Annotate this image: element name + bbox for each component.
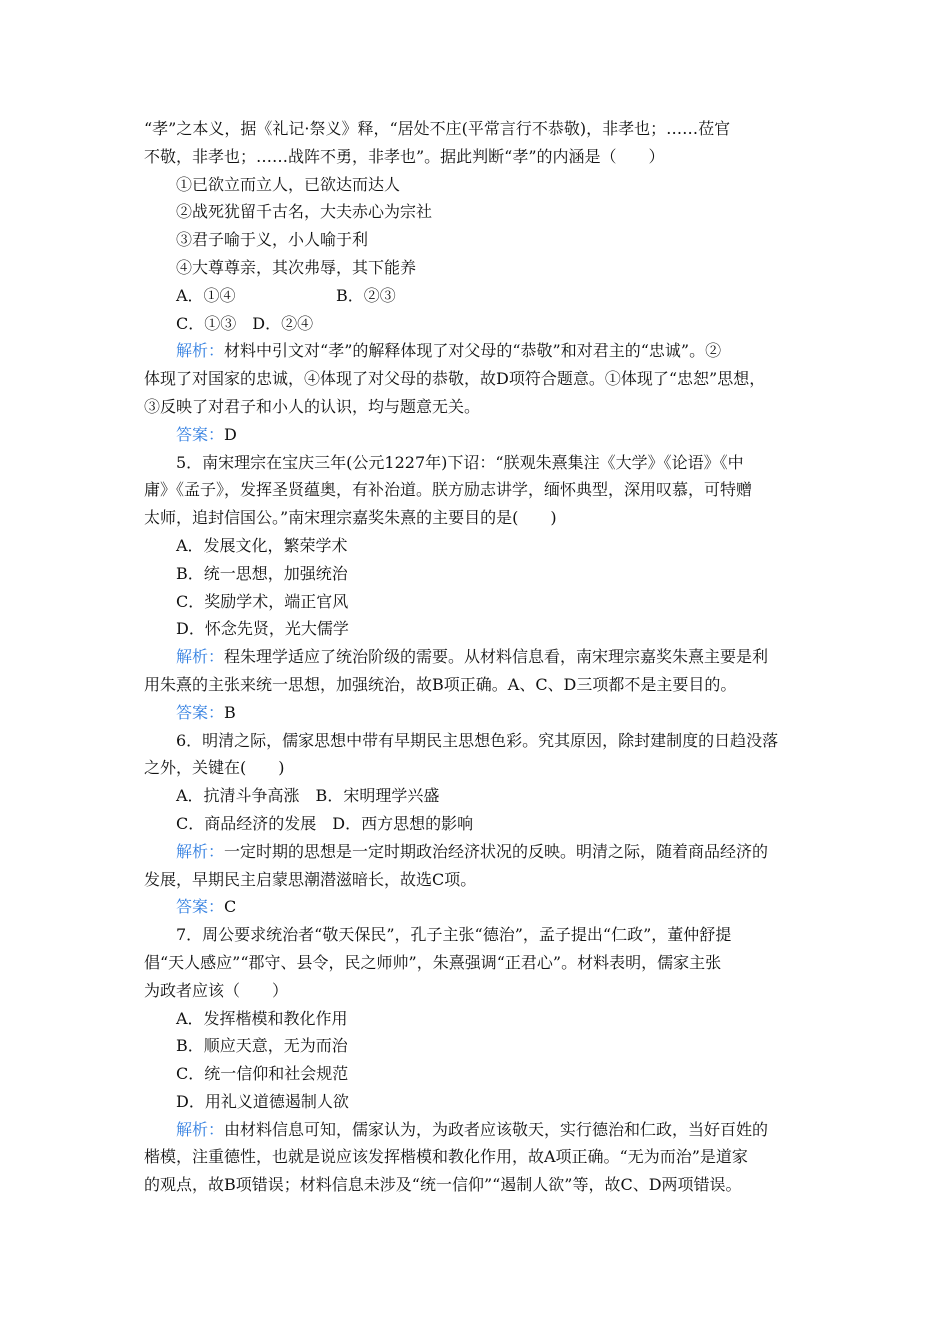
analysis-line: 用朱熹的主张来统一思想，加强统治，故B项正确。A、C、D三项都不是主要目的。 bbox=[144, 674, 737, 694]
answer-value: D bbox=[224, 424, 237, 444]
answer-label: 答案： bbox=[176, 897, 225, 917]
options-row: C．商品经济的发展 D．西方思想的影响 bbox=[176, 813, 474, 833]
analysis-label: 解析： bbox=[176, 647, 225, 667]
option-a: A．发挥楷模和教化作用 bbox=[176, 1008, 348, 1028]
question-5 bbox=[144, 449, 814, 727]
answer-value: C bbox=[224, 897, 237, 917]
analysis-label: 解析： bbox=[176, 1119, 225, 1139]
question-stem-line: 6．明清之际，儒家思想中带有早期民主思想色彩。究其原因，除封建制度的日趋没落 bbox=[176, 730, 779, 750]
answer-line bbox=[144, 893, 814, 921]
option-a: A．发展文化，繁荣学术 bbox=[176, 535, 348, 555]
analysis-line bbox=[144, 337, 814, 365]
options-row bbox=[144, 282, 814, 310]
question-7 bbox=[144, 921, 814, 1199]
quote-item: ①已欲立而立人，已欲达而达人 bbox=[176, 174, 401, 194]
analysis-line: 体现了对国家的忠诚，④体现了对父母的恭敬，故D项符合题意。①体现了“忠恕”思想， bbox=[144, 369, 766, 389]
analysis-line bbox=[144, 838, 814, 866]
analysis-label: 解析： bbox=[176, 841, 225, 861]
analysis-text: 材料中引文对“孝”的解释体现了对父母的“恭敬”和对君主的“忠诚”。② bbox=[224, 341, 722, 361]
question-stem-line: 5．南宋理宗在宝庆三年(公元1227年)下诏：“朕观朱熹集注《大学》《论语》《中 bbox=[176, 452, 744, 472]
option-c: C．奖励学术，端正官风 bbox=[176, 591, 349, 611]
answer-value: B bbox=[224, 702, 236, 722]
quote-item: ②战死犹留千古名，大夫赤心为宗社 bbox=[176, 202, 433, 222]
analysis-line: 的观点，故B项错误；材料信息未涉及“统一信仰”“遏制人欲”等，故C、D两项错误。 bbox=[144, 1175, 742, 1195]
option-b: B．顺应天意，无为而治 bbox=[176, 1036, 348, 1056]
analysis-text: 一定时期的思想是一定时期政治经济状况的反映。明清之际，随着商品经济的 bbox=[224, 841, 769, 861]
analysis-line: 楷模，注重德性，也就是说应该发挥楷模和教化作用，故A项正确。“无为而治”是道家 bbox=[144, 1147, 748, 1167]
answer-line bbox=[144, 421, 814, 449]
answer-line bbox=[144, 699, 814, 727]
option-b: B．统一思想，加强统治 bbox=[176, 563, 348, 583]
analysis-line bbox=[144, 1116, 814, 1144]
question-stem-line: 7．周公要求统治者“敬天保民”，孔子主张“德治”，孟子提出“仁政”，董仲舒提 bbox=[176, 925, 732, 945]
question-4 bbox=[144, 115, 814, 449]
options-row: C．①③ D．②④ bbox=[176, 313, 314, 333]
quote-item: ④大尊尊亲，其次弗辱，其下能养 bbox=[176, 257, 417, 277]
question-stem-line: 庸》《孟子》，发挥圣贤蕴奥，有补治道。朕方励志讲学，缅怀典型，深用叹慕，可特赠 bbox=[144, 480, 753, 500]
option-d: D．怀念先贤，光大儒学 bbox=[176, 619, 349, 639]
analysis-line bbox=[144, 643, 814, 671]
document-page bbox=[144, 115, 814, 1199]
option-d: D．用礼义道德遏制人欲 bbox=[176, 1091, 349, 1111]
analysis-text: 由材料信息可知，儒家认为，为政者应该敬天，实行德治和仁政，当好百姓的 bbox=[224, 1119, 769, 1139]
quote-item: ③君子喻于义，小人喻于利 bbox=[176, 230, 369, 250]
question-stem-line: 不敬，非孝也；……战阵不勇，非孝也”。据此判断“孝”的内涵是（ ） bbox=[144, 146, 665, 166]
analysis-label: 解析： bbox=[176, 341, 225, 361]
analysis-text: 程朱理学适应了统治阶级的需要。从材料信息看，南宋理宗嘉奖朱熹主要是利 bbox=[224, 647, 769, 667]
question-stem-line: 倡“天人感应”“郡守、县令，民之师帅”，朱熹强调“正君心”。材料表明，儒家主张 bbox=[144, 952, 722, 972]
question-stem-line: 之外，关键在( ) bbox=[144, 758, 285, 778]
options-row: A．抗清斗争高涨 B．宋明理学兴盛 bbox=[176, 786, 440, 806]
question-stem-line: “孝”之本义，据《礼记·祭义》释，“居处不庄(平常言行不恭敬)，非孝也；……莅官 bbox=[144, 119, 731, 138]
answer-label: 答案： bbox=[176, 424, 225, 444]
question-stem-line: 太师，追封信国公。”南宋理宗嘉奖朱熹的主要目的是( ) bbox=[144, 508, 557, 528]
option-c: C．统一信仰和社会规范 bbox=[176, 1064, 349, 1084]
answer-label: 答案： bbox=[176, 702, 225, 722]
question-stem-line: 为政者应该（ ） bbox=[144, 980, 289, 1000]
analysis-line: 发展，早期民主启蒙思潮潜滋暗长，故选C项。 bbox=[144, 869, 477, 889]
question-6 bbox=[144, 727, 814, 922]
option-b: B．②③ bbox=[336, 285, 396, 305]
option-a: A．①④ bbox=[176, 285, 236, 305]
analysis-line: ③反映了对君子和小人的认识，均与题意无关。 bbox=[144, 396, 481, 416]
